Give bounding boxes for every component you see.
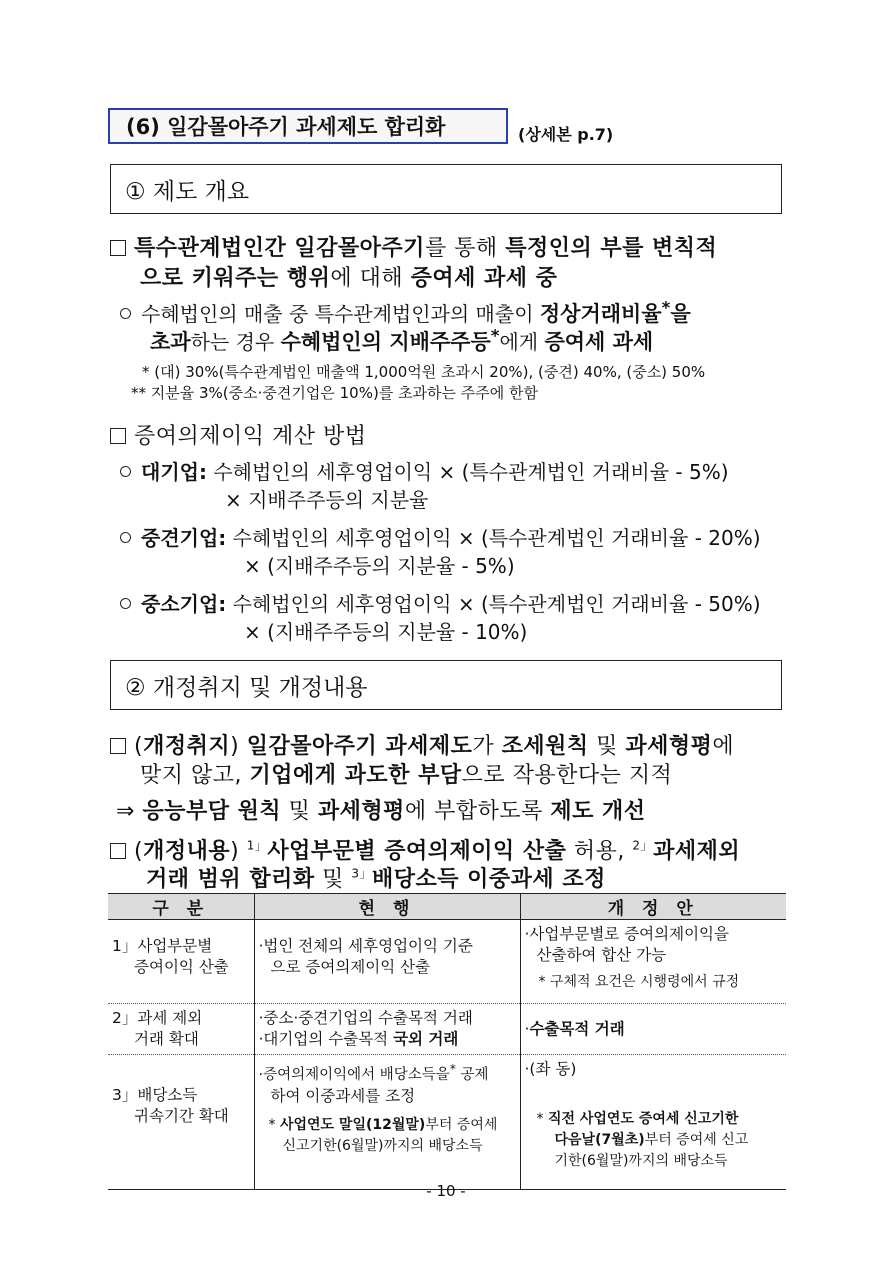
overview-bullet-line1: 특수관계법인간 일감몰아주기를 통해 특정인의 부를 변칙적 [110, 231, 717, 262]
calc-midsize-line2: × (지배주주등의 지분율 - 5%) [244, 554, 515, 578]
table-cell-category: 3」배당소득 귀속기간 확대 [108, 1055, 254, 1190]
square-bullet-icon [110, 240, 126, 256]
section-1-heading: ① 제도 개요 [110, 164, 782, 214]
section-2-heading: ② 개정취지 및 개정내용 [110, 660, 782, 710]
improvement-arrow-line: ⇒ 응능부담 원칙 및 과세형평에 부합하도록 제도 개선 [116, 799, 646, 824]
column-header-revised: 개 정 안 [520, 894, 786, 920]
table-cell-category: 1」사업부문별 증여이익 산출 [108, 920, 254, 1004]
calc-small-line2: × (지배주주등의 지분율 - 10%) [244, 620, 528, 644]
table-cell-revised: ·(좌 동) * 직전 사업연도 증여세 신고기한 다음날(7월초)부터 증여세 신고 기한(6월말)까지의 배당소득 [520, 1055, 786, 1190]
overview-sub-line1: 수혜법인의 매출 중 특수관계법인과의 매출이 정상거래비율*을 [120, 298, 691, 328]
detail-reference: (상세본 p.7) [518, 125, 614, 144]
overview-bullet-line2: 으로 키워주는 행위에 대해 증여세 과세 중 [140, 266, 558, 291]
section-title: (6) 일감몰아주기 과세제도 합리화 [108, 108, 508, 144]
table-header-row [108, 894, 786, 920]
square-bullet-icon [110, 738, 126, 754]
calc-large-line2: × 지배주주등의 지분율 [225, 488, 429, 512]
calc-method-bullet: 증여의제이익 계산 방법 [110, 419, 367, 450]
table-cell-revised: ·사업부문별로 증여의제이익을 산출하여 합산 가능 * 구체적 요건은 시행령에서 규정 [520, 920, 786, 1004]
footnote-shareholder: ** 지분율 3%(중소·중견기업은 10%)를 초과하는 주주에 한함 [131, 384, 539, 402]
overview-sub-line2: 초과하는 경우 수혜법인의 지배주주등*에게 증여세 과세 [150, 326, 654, 354]
circle-bullet-icon [120, 532, 131, 543]
circle-bullet-icon [120, 308, 131, 319]
table-cell-category: 2」과세 제외 거래 확대 [108, 1004, 254, 1055]
circle-bullet-icon [120, 598, 131, 609]
content-line1: (개정내용) $^{1」}$사업부문별 증여의제이익 산출 허용, $^{2」}$과세제외 [110, 834, 740, 865]
table-row [108, 920, 786, 1004]
purpose-line2: 맞지 않고, 기업에게 과도한 부담으로 작용한다는 지적 [140, 763, 673, 788]
footnote-ratio: * (대) 30%(특수관계법인 매출액 1,000억원 초과시 20%), (중견) 40%, (중소) 50% [142, 363, 706, 381]
table-row [108, 1004, 786, 1055]
calc-small-line1: 중소기업: 수혜법인의 세후영업이익 × (특수관계법인 거래비율 - 50%) [120, 588, 761, 617]
table-cell-revised: ·수출목적 거래 [520, 1004, 786, 1055]
table-cell-current: ·법인 전체의 세후영업이익 기준 으로 증여의제이익 산출 [254, 920, 520, 1004]
square-bullet-icon [110, 428, 126, 444]
content-line2: 거래 범위 합리화 및 $^{3」}$배당소득 이중과세 조정 [146, 866, 606, 892]
purpose-line1: (개정취지) 일감몰아주기 과세제도가 조세원칙 및 과세형평에 [110, 729, 734, 760]
table-row [108, 1055, 786, 1190]
column-header-current: 현 행 [254, 894, 520, 920]
table-cell-current: ·중소·중견기업의 수출목적 거래 ·대기업의 수출목적 국외 거래 [254, 1004, 520, 1055]
amendment-table [108, 893, 786, 1190]
calc-midsize-line1: 중견기업: 수혜법인의 세후영업이익 × (특수관계법인 거래비율 - 20%) [120, 522, 761, 551]
calc-large-line1: 대기업: 수혜법인의 세후영업이익 × (특수관계법인 거래비율 - 5%) [120, 456, 729, 485]
square-bullet-icon [110, 843, 126, 859]
table-cell-current: ·증여의제이익에서 배당소득을* 공제 하여 이중과세를 조정 * 사업연도 말일(12월말)부터 증여세 신고기한(6월말)까지의 배당소득 [254, 1055, 520, 1190]
page-number: - 10 - [426, 1182, 466, 1200]
circle-bullet-icon [120, 466, 131, 477]
column-header-category: 구 분 [108, 894, 254, 920]
